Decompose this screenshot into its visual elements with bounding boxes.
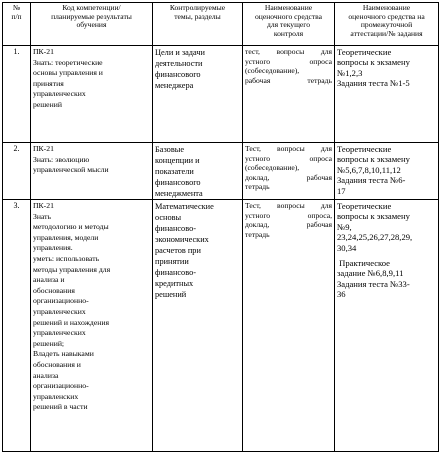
cell-line: управленческих: [33, 89, 86, 99]
cell-line: финансового: [155, 70, 201, 79]
cell-line: устного опроса,: [245, 210, 332, 220]
cell-line: 36: [337, 289, 346, 300]
cell-line: тетрадь: [245, 229, 270, 239]
cell-line: вопросы к экзамену: [337, 211, 410, 222]
cell-line: Теоретические: [337, 47, 392, 57]
cell-line: тест, вопросы для: [245, 47, 332, 56]
cell-line: Задания теста №33-: [337, 278, 410, 289]
cell-line: принятии: [155, 257, 189, 266]
row-number: [3, 46, 31, 143]
cell-line: 17: [337, 185, 346, 196]
competence-cell: [31, 143, 153, 200]
cell-line: вопросы к экзамену: [337, 154, 410, 165]
cell-line: основы управления и: [33, 68, 103, 78]
cell-line: контроля: [273, 28, 304, 38]
cell-line: методы управления для: [33, 264, 111, 274]
assessment-table: [2, 2, 439, 452]
table-row: [3, 46, 439, 143]
cell-line: №1,2,3: [337, 67, 363, 78]
cell-line: кредитных: [155, 279, 194, 288]
header-competence: [31, 3, 153, 46]
cell-line: Тест, вопросы для: [245, 144, 332, 153]
cell-line: деятельности: [155, 59, 203, 68]
cell-line: ПК-21: [33, 201, 54, 210]
table-row: [3, 200, 439, 452]
cell-line: обоснования: [33, 285, 75, 295]
cell-line: (собеседование),: [245, 163, 300, 173]
cell-line: методологию и методы: [33, 222, 109, 232]
cell-line: менеджмента: [155, 189, 203, 198]
cell-line: управленческих: [33, 328, 86, 338]
cell-line: организационно-: [33, 381, 89, 391]
cell-line: финансового: [155, 178, 201, 187]
cell-line: ПК-21: [33, 144, 54, 153]
cell-line: (собеседование),: [245, 66, 300, 76]
cell-line: Знать: теоретические: [33, 57, 103, 67]
cell-line: устного опроса: [245, 56, 332, 66]
competence-cell: [31, 200, 153, 452]
cell-line: п/п: [11, 11, 22, 21]
cell-line: доклад, рабочая: [245, 172, 332, 182]
cell-line: расчетов при: [155, 246, 201, 255]
cell-line: менеджера: [155, 81, 194, 90]
cell-line: решений и нахождения: [33, 317, 110, 327]
header-intermediate-assessment: [335, 3, 439, 46]
cell-line: рабочая тетрадь: [245, 75, 332, 85]
row-number-text: 1.: [13, 47, 20, 56]
competence-cell: [31, 46, 153, 143]
cell-line: Базовые: [155, 145, 184, 154]
cell-line: устного опроса: [245, 153, 332, 163]
cell-line: решений в части: [33, 402, 88, 412]
topic-cell: [153, 200, 243, 452]
cell-line: Тест, вопросы для: [245, 201, 332, 210]
header-current-control: [243, 3, 335, 46]
cell-line: основы: [155, 213, 182, 222]
cell-line: Наименование: [362, 3, 411, 12]
cell-line: оценочного средства: [254, 11, 323, 21]
cell-line: Знать: [33, 211, 52, 221]
cell-line: доклад, рабочая: [245, 220, 332, 230]
row-number-text: 2.: [13, 144, 20, 153]
cell-line: Математические: [155, 202, 214, 211]
cell-line: Задания теста №6-: [337, 175, 406, 186]
header-row: [3, 3, 439, 46]
cell-line: показатели: [155, 167, 194, 176]
cell-line: финансово-: [155, 224, 196, 233]
topic-cell: [153, 46, 243, 143]
cell-line: управления.: [33, 243, 73, 253]
cell-line: управленских: [33, 391, 79, 401]
cell-line: управленческих: [33, 306, 86, 316]
cell-line: Цели и задачи: [155, 48, 205, 57]
cell-line: уметь: использовать: [33, 253, 100, 263]
cell-line: Владеть навыками: [33, 349, 94, 359]
cell-line: для текущего: [266, 20, 311, 30]
cell-line: ПК-21: [33, 47, 54, 56]
intermediate-assessment-cell: [335, 143, 439, 200]
header-topics: [153, 3, 243, 46]
cell-line: решений: [33, 99, 62, 109]
row-number: [3, 200, 31, 452]
cell-line: экономических: [155, 235, 209, 244]
intermediate-assessment-cell: [335, 46, 439, 143]
assessment-table-body: [3, 3, 439, 452]
cell-line: обоснования и: [33, 359, 81, 369]
row-number: [3, 143, 31, 200]
cell-line: Задания теста №1-5: [337, 78, 410, 89]
cell-line: Теоретические: [337, 144, 392, 154]
cell-line: обучения: [76, 20, 107, 30]
cell-line: управленческой мысли: [33, 165, 109, 175]
cell-line: задание №6,8,9,11: [337, 268, 404, 279]
cell-line: Знать: эволюцию: [33, 154, 90, 164]
intermediate-assessment-cell: [335, 200, 439, 452]
cell-line: №: [12, 3, 21, 12]
cell-line: решений: [155, 290, 187, 299]
cell-line: принятия: [33, 78, 64, 88]
cell-line: управления, модели: [33, 232, 99, 242]
cell-line: 23,24,25,26,27,28,29,: [337, 232, 413, 243]
cell-line: оценочного средства на: [348, 11, 425, 21]
cell-line: Контролируемые: [169, 3, 226, 12]
cell-line: 30,34: [337, 242, 357, 253]
cell-line: вопросы к экзамену: [337, 57, 410, 68]
table-row: [3, 143, 439, 200]
cell-line: анализа и: [33, 275, 65, 285]
cell-line: темы, разделы: [174, 11, 221, 21]
cell-line: Теоретические: [337, 201, 392, 211]
cell-line: организационно-: [33, 296, 89, 306]
topic-cell: [153, 143, 243, 200]
current-control-cell: [243, 200, 335, 452]
cell-line: анализа: [33, 370, 59, 380]
cell-line: тетрадь: [245, 182, 270, 192]
cell-line: решений;: [33, 338, 65, 348]
cell-line: планируемые результаты: [51, 11, 132, 21]
current-control-cell: [243, 143, 335, 200]
current-control-cell: [243, 46, 335, 143]
cell-line: №5,6,7,8,10,11,12: [337, 164, 401, 175]
cell-line: промежуточной: [360, 20, 413, 30]
row-number-text: 3.: [13, 201, 20, 210]
cell-line: Наименование: [264, 3, 313, 12]
cell-line: №9,: [337, 221, 352, 232]
header-number: [3, 3, 31, 46]
cell-line: Код компетенции/: [62, 3, 121, 12]
cell-line: Практическое: [337, 258, 391, 269]
cell-line: концепции и: [155, 156, 200, 165]
cell-line: аттестации/№ задания: [350, 28, 423, 38]
cell-line: финансово-: [155, 268, 196, 277]
